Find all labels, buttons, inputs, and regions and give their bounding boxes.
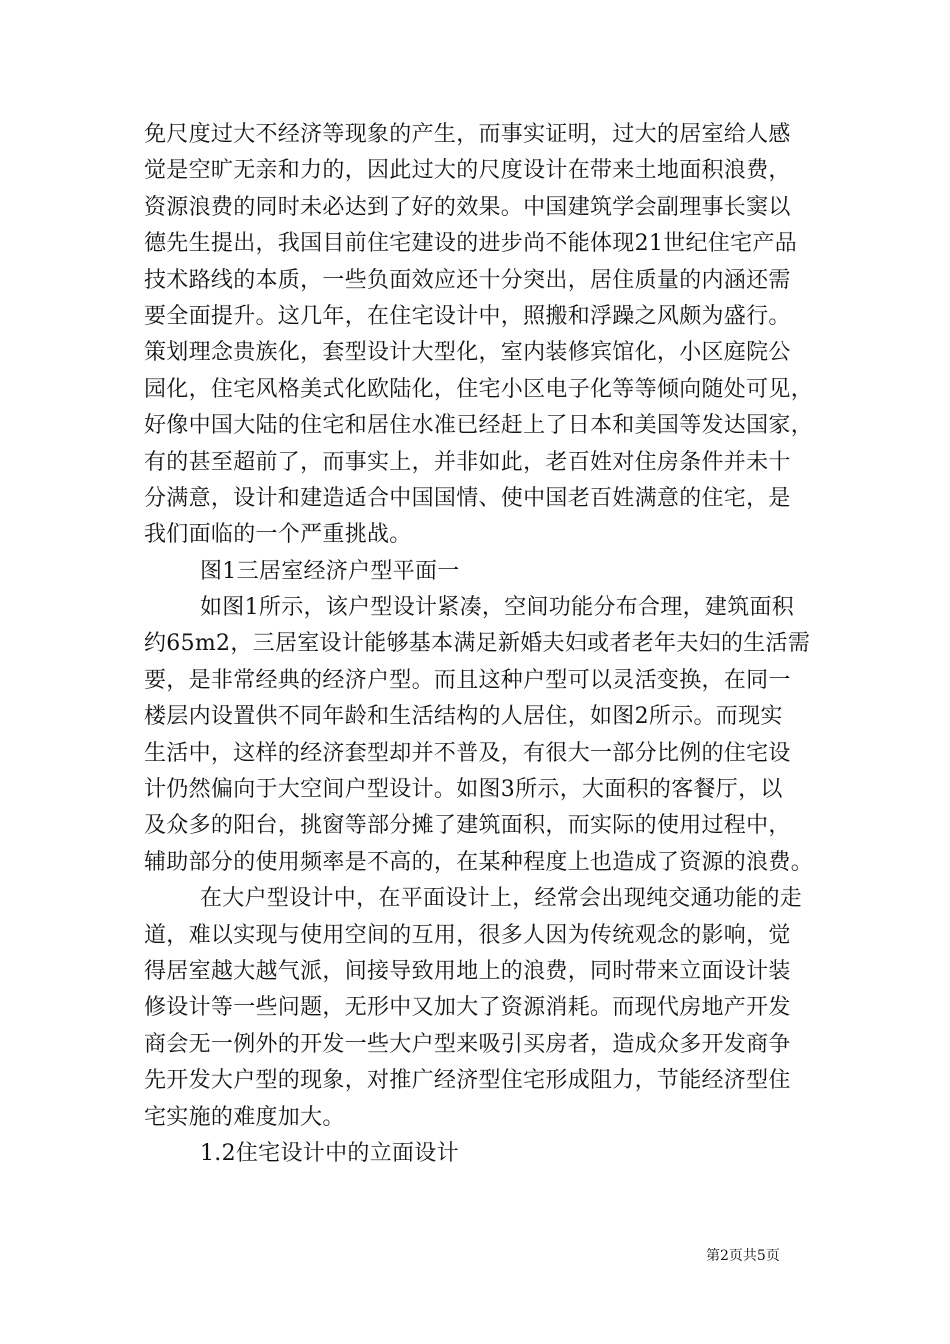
text-line: 辅助部分的使用频率是不高的，在某种程度上也造成了资源的浪费。 [144, 849, 814, 875]
text-line: 如图1所示，该户型设计紧凑，空间功能分布合理，建筑面积 [200, 595, 795, 621]
text-line: 楼层内设置供不同年龄和生活结构的人居住，如图2所示。而现实 [144, 704, 783, 730]
text-line: 觉是空旷无亲和力的，因此过大的尺度设计在带来土地面积浪费， [144, 158, 791, 184]
text-line: 好像中国大陆的住宅和居住水准已经赶上了日本和美国等发达国家， [144, 413, 814, 439]
text-line: 得居室越大越气派，间接导致用地上的浪费，同时带来立面设计装 [144, 958, 791, 984]
text-line: 在大户型设计中，在平面设计上，经常会出现纯交通功能的走 [200, 886, 803, 912]
text-line: 免尺度过大不经济等现象的产生，而事实证明，过大的居室给人感 [144, 122, 791, 147]
text-line: 要全面提升。这几年，在住宅设计中，照搬和浮躁之风颇为盛行。 [144, 303, 791, 329]
text-line: 园化，住宅风格美式化欧陆化，住宅小区电子化等等倾向随处可见， [144, 376, 814, 402]
text-line: 有的甚至超前了，而事实上，并非如此，老百姓对住房条件并未十 [144, 449, 791, 475]
text-line: 计仍然偏向于大空间户型设计。如图3所示，大面积的客餐厅，以 [144, 777, 783, 803]
text-line: 先开发大户型的现象，对推广经济型住宅形成阻力，节能经济型住 [144, 1068, 791, 1094]
text-line: 要，是非常经典的经济户型。而且这种户型可以灵活变换，在同一 [144, 667, 791, 693]
text-line: 1.2住宅设计中的立面设计 [200, 1140, 459, 1166]
text-line: 及众多的阳台，挑窗等部分摊了建筑面积，而实际的使用过程中， [144, 813, 791, 839]
body-text [144, 117, 814, 1172]
text-line: 分满意，设计和建造适合中国国情、使中国老百姓满意的住宅，是 [144, 485, 791, 511]
text-line: 道，难以实现与使用空间的互用，很多人因为传统观念的影响，觉 [144, 922, 791, 948]
text-line: 图1三居室经济户型平面一 [200, 558, 460, 584]
text-line: 德先生提出，我国目前住宅建设的进步尚不能体现21世纪住宅产品 [144, 231, 797, 257]
text-line: 宅实施的难度加大。 [144, 1104, 345, 1130]
text-line: 约65m2，三居室设计能够基本满足新婚夫妇或者老年夫妇的生活需 [144, 631, 811, 657]
text-line: 我们面临的一个严重挑战。 [144, 522, 412, 548]
text-line: 修设计等一些问题，无形中又加大了资源消耗。而现代房地产开发 [144, 995, 791, 1021]
text-line: 商会无一例外的开发一些大户型来吸引买房者，造成众多开发商争 [144, 1031, 791, 1057]
text-line: 技术路线的本质，一些负面效应还十分突出，居住质量的内涵还需 [144, 267, 791, 293]
text-line: 生活中，这样的经济套型却并不普及，有很大一部分比例的住宅设 [144, 740, 791, 766]
text-line: 资源浪费的同时未必达到了好的效果。中国建筑学会副理事长窦以 [144, 194, 791, 220]
text-line: 策划理念贵族化，套型设计大型化，室内装修宾馆化，小区庭院公 [144, 340, 791, 366]
page-number-footer: 第2页共5页 [706, 1248, 780, 1264]
